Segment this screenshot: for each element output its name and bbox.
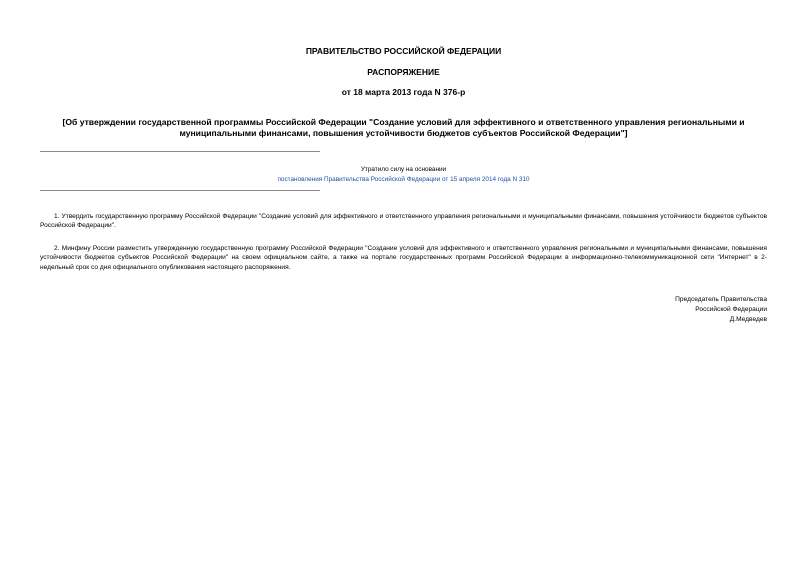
repeal-note-link-row: [40, 175, 767, 184]
paragraph-1: 1. Утвердить государственную программу Российской Федерации "Создание условий для эффективного и ответственного управления региональными и муниципальными финансами, повышения устойчивости бюджетов субъектов Российской Федерации".: [40, 213, 767, 230]
government-heading: ПРАВИТЕЛЬСТВО РОССИЙСКОЙ ФЕДЕРАЦИИ: [305, 46, 502, 56]
document-type: РАСПОРЯЖЕНИЕ: [367, 67, 440, 77]
signature-block: [567, 295, 767, 325]
top-divider: [40, 151, 320, 152]
repeal-link[interactable]: постановления Правительства Российской Федерации от 15 апреля 2014 года N 310: [277, 176, 530, 183]
signature-title: Председатель Правительства: [675, 296, 767, 303]
signature-organization: Российской Федерации: [695, 306, 767, 313]
document-date-number: от 18 марта 2013 года N 376-р: [341, 87, 466, 97]
document-title: [Об утверждении государственной программы Российской Федерации "Создание условий для эффективного и ответственного управления региональными и муниципальными финансами, повышения устойчивости бюджетов субъектов Российской Федерации"]: [62, 117, 745, 138]
bottom-divider: [40, 190, 320, 191]
repeal-note: Утратило силу на основании: [360, 166, 447, 173]
signature-name: Д.Медведев: [729, 316, 767, 323]
paragraph-2: 2. Минфину России разместить утвержденную государственную программу Российской Федерации "Создание условий для эффективного и ответственного управления региональными и муниципальными финансами, повышения устойчивости бюджетов субъектов Российской Федерации" на своем официальном сайте, а также на портале государственных программ Российской Федерации в информационно-телекоммуникационной сети "Интернет" в 2-недельный срок со дня официального опубликования настоящего распоряжения.: [40, 245, 767, 271]
